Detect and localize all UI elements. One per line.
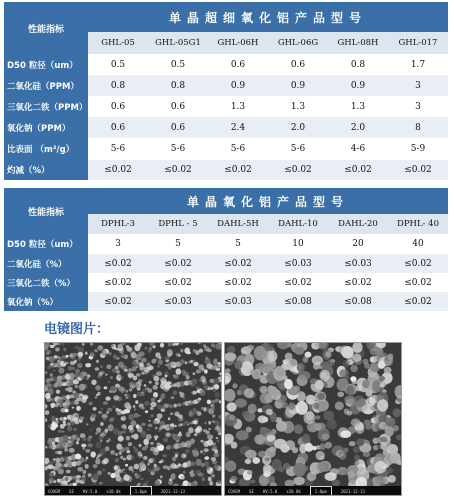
table-row — [4, 138, 448, 160]
table-cell: ≤0.02 — [268, 273, 328, 292]
row-label: 氧化钠（%） — [4, 292, 88, 311]
table-row — [4, 254, 448, 273]
table-cell: 0.9 — [268, 75, 328, 96]
table-cell: 0.5 — [148, 54, 208, 75]
table-cell: ≤0.03 — [328, 254, 388, 273]
table-cell: 0.6 — [268, 54, 328, 75]
table-row — [4, 292, 448, 311]
table-cell: 0.6 — [88, 96, 148, 117]
table-title: 单晶氧化铝产品型号 — [88, 188, 448, 214]
sem-info-text: COXEM — [228, 489, 241, 494]
model-name: DAHL-10 — [268, 214, 328, 234]
table-cell: ≤0.03 — [268, 254, 328, 273]
table-cell: 5-6 — [88, 138, 148, 160]
table-cell: 5-6 — [148, 138, 208, 160]
sem-image-2-info-bar — [225, 486, 401, 495]
table-title-row — [4, 188, 448, 214]
table-cell: ≤0.03 — [148, 292, 208, 311]
model-name: DPHL-3 — [88, 214, 148, 234]
sem-info-text: 2021-12-13 — [340, 489, 365, 494]
table-cell: ≤0.02 — [88, 273, 148, 292]
table-title-row — [4, 2, 448, 32]
row-label: 比表面 （m²/g） — [4, 138, 88, 160]
table-cell: 10 — [268, 234, 328, 254]
sem-info-text: SE — [69, 489, 74, 494]
table-cell: 0.9 — [208, 75, 268, 96]
row-label: D50 粒径（um） — [4, 54, 88, 75]
table-cell: ≤0.02 — [208, 273, 268, 292]
table-cell: 0.9 — [328, 75, 388, 96]
table-cell: 2.0 — [268, 117, 328, 138]
sem-info-text: 1.0μm — [310, 486, 332, 495]
table-cell: 1.3 — [268, 96, 328, 117]
table-cell: ≤0.02 — [208, 254, 268, 273]
table-cell: ≤0.02 — [148, 254, 208, 273]
sem-image-2 — [224, 342, 402, 496]
sem-info-text: x10.0k — [106, 489, 121, 494]
model-name: GHL-05G1 — [148, 32, 208, 54]
table-title: 单晶超细氧化铝产品型号 — [88, 2, 448, 32]
product-table-single-crystal — [4, 188, 448, 311]
table-cell: 5-9 — [388, 138, 448, 160]
sem-image-1 — [44, 342, 222, 496]
table-cell: 8 — [388, 117, 448, 138]
row-label: 二氧化硅（%） — [4, 254, 88, 273]
table-row — [4, 96, 448, 117]
table-cell: 0.5 — [88, 54, 148, 75]
table-cell: ≤0.03 — [208, 292, 268, 311]
table-row — [4, 234, 448, 254]
model-name: GHL-05 — [88, 32, 148, 54]
sem-info-text: 2021-12-13 — [160, 489, 185, 494]
model-name: DPHL- 40 — [388, 214, 448, 234]
param-header: 性能指标 — [4, 188, 88, 234]
product-table-ultrafine — [4, 2, 448, 180]
table-cell: 3 — [88, 234, 148, 254]
table-cell: ≤0.08 — [328, 292, 388, 311]
table-row — [4, 160, 448, 180]
table-cell: ≤0.02 — [388, 160, 448, 180]
table-cell: ≤0.02 — [328, 160, 388, 180]
table-cell: 1.3 — [208, 96, 268, 117]
row-label: 二氧化硅（PPM） — [4, 75, 88, 96]
row-label: 三氧化二铁（%） — [4, 273, 88, 292]
sem-images-title: 电镜图片： — [44, 322, 110, 337]
table-cell: 0.8 — [328, 54, 388, 75]
table-cell: 5-6 — [208, 138, 268, 160]
table-cell: 0.6 — [148, 96, 208, 117]
table-cell: ≤0.02 — [328, 273, 388, 292]
sem-info-text: 1.0μm — [130, 486, 152, 495]
sem-image-1-info-bar — [45, 486, 221, 495]
table-cell: ≤0.02 — [388, 273, 448, 292]
table-cell: ≤0.02 — [88, 160, 148, 180]
table-cell: 1.7 — [388, 54, 448, 75]
table-cell: ≤0.02 — [148, 160, 208, 180]
table-cell: 2.0 — [328, 117, 388, 138]
table-row — [4, 54, 448, 75]
table-row — [4, 273, 448, 292]
table-cell: 20 — [328, 234, 388, 254]
model-name: GHL-08H — [328, 32, 388, 54]
model-name: DAHL-5H — [208, 214, 268, 234]
model-name: DAHL-20 — [328, 214, 388, 234]
table-row — [4, 117, 448, 138]
table-cell: 0.8 — [148, 75, 208, 96]
model-name: GHL-06G — [268, 32, 328, 54]
table-cell: 3 — [388, 96, 448, 117]
table-cell: ≤0.02 — [148, 273, 208, 292]
table-cell: ≤0.02 — [88, 292, 148, 311]
sem-info-text: x20.0k — [286, 489, 301, 494]
table-cell: 40 — [388, 234, 448, 254]
model-name: DPHL - 5 — [148, 214, 208, 234]
sem-info-text: HV:5.0 — [82, 489, 98, 494]
model-name: GHL-06H — [208, 32, 268, 54]
table-cell: 0.6 — [88, 117, 148, 138]
table-cell: ≤0.02 — [208, 160, 268, 180]
table-row — [4, 75, 448, 96]
row-label: 三氧化二铁（PPM） — [4, 96, 88, 117]
row-label: D50 粒径（um） — [4, 234, 88, 254]
sem-info-text: SE — [249, 489, 254, 494]
table-cell: 0.6 — [208, 54, 268, 75]
model-name: GHL-017 — [388, 32, 448, 54]
table-cell: 3 — [388, 75, 448, 96]
row-label: 灼减（%） — [4, 160, 88, 180]
table-cell: ≤0.02 — [388, 292, 448, 311]
table-cell: 2.4 — [208, 117, 268, 138]
param-header: 性能指标 — [4, 2, 88, 54]
table-cell: 5 — [208, 234, 268, 254]
table-cell: 5 — [148, 234, 208, 254]
table-cell: 5-6 — [268, 138, 328, 160]
sem-info-text: COXEM — [48, 489, 61, 494]
table-cell: ≤0.02 — [268, 160, 328, 180]
table-cell: ≤0.02 — [88, 254, 148, 273]
table-cell: 1.3 — [328, 96, 388, 117]
sem-info-text: HV:5.0 — [262, 489, 278, 494]
table-cell: 0.8 — [88, 75, 148, 96]
table-cell: 4-6 — [328, 138, 388, 160]
table-cell: 0.6 — [148, 117, 208, 138]
table-cell: ≤0.02 — [388, 254, 448, 273]
table-cell: ≤0.08 — [268, 292, 328, 311]
row-label: 氧化钠（PPM） — [4, 117, 88, 138]
